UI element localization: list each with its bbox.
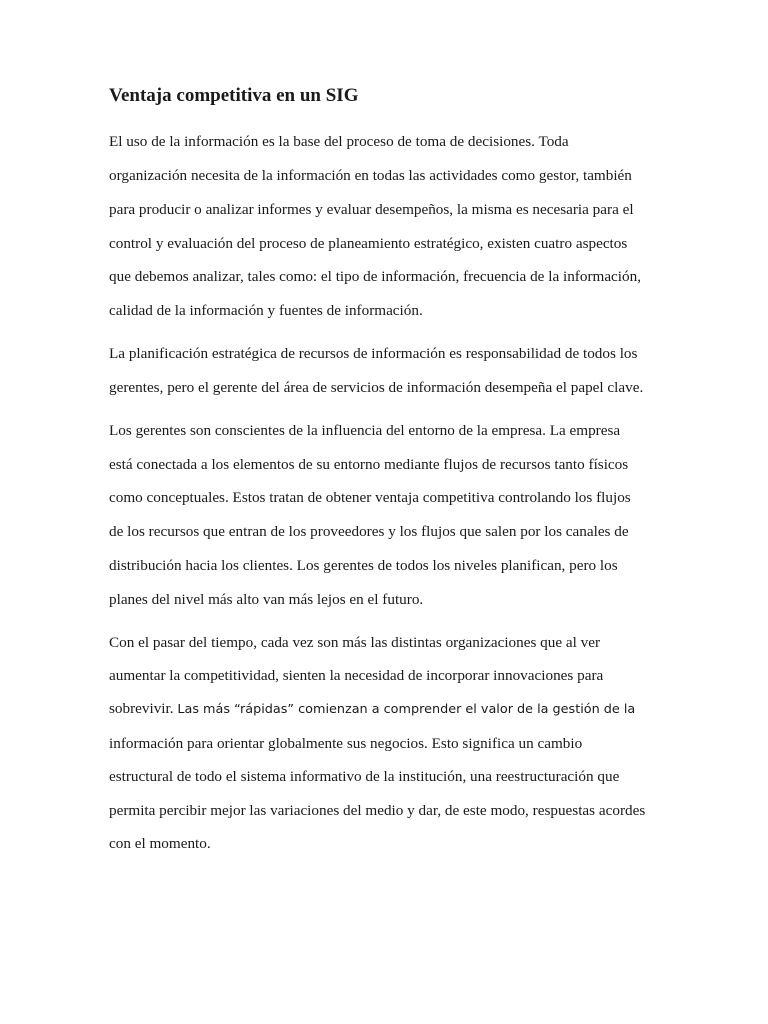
text-line: Con el pasar del tiempo, cada vez son más las distintas organizaciones que al ver [109,634,601,651]
text-line: permita percibir mejor las variaciones del medio y dar, de este modo, respuestas acordes [109,802,646,819]
text-line: que debemos analizar, tales como: el tipo de información, frecuencia de la información, [109,268,641,285]
text-line: estructural de todo el sistema informativo de la institución, una reestructuración que [109,768,620,785]
text-line: control y evaluación del proceso de planeamiento estratégico, existen cuatro aspectos [109,235,628,252]
text-line-mixed [109,699,635,720]
text-line: calidad de la información y fuentes de información. [109,302,423,319]
text-line: planes del nivel más alto van más lejos en el futuro. [109,591,424,608]
text-line: de los recursos que entran de los proveedores y los flujos que salen por los canales de [109,523,629,540]
text-line: como conceptuales. Estos tratan de obtener ventaja competitiva controlando los flujos [109,489,631,506]
text-line: distribución hacia los clientes. Los gerentes de todos los niveles planifican, pero los [109,557,618,574]
text-line: información para orientar globalmente sus negocios. Esto significa un cambio [109,735,583,752]
text-line: aumentar la competitividad, sienten la necesidad de incorporar innovaciones para [109,667,604,684]
text-line: La planificación estratégica de recursos de información es responsabilidad de todos los [109,345,638,362]
text-segment: sobrevivir. [109,700,174,717]
text-line: El uso de la información es la base del proceso de toma de decisiones. Toda [109,133,569,150]
document-title: Ventaja competitiva en un SIG [109,85,359,106]
text-segment-alt-font: Las más “rápidas” comienzan a comprender el valor de la gestión de la [177,702,636,717]
text-line: Los gerentes son conscientes de la influencia del entorno de la empresa. La empresa [109,422,621,439]
text-line: organización necesita de la información en todas las actividades como gestor, también [109,167,632,184]
text-line: está conectada a los elementos de su entorno mediante flujos de recursos tanto físicos [109,456,629,473]
text-line: gerentes, pero el gerente del área de servicios de información desempeña el papel clave. [109,379,644,396]
text-line: con el momento. [109,835,211,852]
text-line: para producir o analizar informes y evaluar desempeños, la misma es necesaria para el [109,201,634,218]
